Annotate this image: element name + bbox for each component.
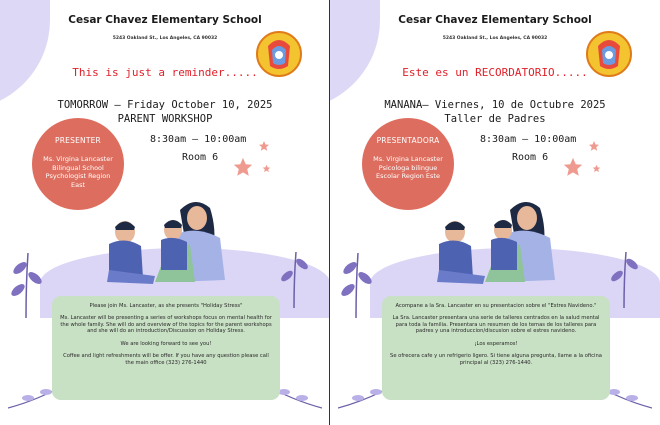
leaf-decoration-icon — [336, 248, 376, 318]
star-icon — [588, 140, 600, 152]
flyer-spanish — [330, 0, 660, 425]
star-icon — [262, 164, 271, 173]
event-time: 8:30am – 10:00am — [150, 134, 247, 145]
info-intro: Acompane a la Sra. Lancaster en su presentacion sobre el "Estres Navideno." — [395, 303, 597, 309]
event-room: Room 6 — [512, 152, 549, 163]
school-address: 5243 Oakland St., Los Angeles, CA 90032 — [112, 36, 218, 41]
star-icon — [258, 140, 270, 152]
presenter-details: Ms. Virgina Lancaster Bilingual School Psychologist Region East — [43, 155, 113, 189]
event-date: MANANA– Viernes, 10 de Octubre 2025 — [384, 99, 606, 111]
school-name: Cesar Chavez Elementary School — [68, 14, 262, 26]
reminder-text: Este es un RECORDATORIO..... — [402, 66, 588, 79]
info-description: Ms. Lancaster will be presenting a series of workshops focus on mental health for the whole family. She will do and overview of the topics for the parent workshops and she will do an introduction/Discussion on Holiday Stress. — [60, 314, 272, 335]
presenter-details: Ms. Virgina Lancaster Psicologa bilingue Escolar Region Este — [373, 155, 443, 180]
info-invite: ¡Los esperamos! — [474, 341, 518, 348]
reminder-text: This is just a reminder..... — [72, 66, 258, 79]
event-title: PARENT WORKSHOP — [117, 113, 213, 125]
leaf-decoration-icon — [606, 248, 646, 308]
presenter-heading: PRESENTADORA — [376, 136, 440, 145]
event-time: 8:30am – 10:00am — [480, 134, 577, 145]
info-invite: We are looking forward to see you! — [120, 341, 212, 348]
presenter-heading: PRESENTER — [55, 136, 101, 145]
family-illustration — [425, 190, 575, 290]
info-contact: Se ofrecera cafe y un refrigerio ligero. Si tiene alguna pregunta, llame a la oficina principal al (323) 276-1440. — [390, 352, 602, 366]
star-icon — [232, 156, 254, 178]
info-box — [382, 296, 610, 400]
event-room: Room 6 — [182, 152, 219, 163]
star-icon — [592, 164, 601, 173]
leaf-decoration-icon — [276, 248, 316, 308]
event-title: Taller de Padres — [444, 113, 546, 125]
family-illustration — [95, 190, 245, 290]
info-description: La Sra. Lancaster presentara una serie de talleres centrados en la salud mental para toda la familia. Presentara un resumen de los temas de los talleres para padres y una introduccion/discusion sobre el estres navideno. — [392, 314, 600, 335]
leaf-decoration-icon — [6, 248, 46, 318]
info-box — [52, 296, 280, 400]
info-intro: Please join Ms. Lancaster, as she presents "Holiday Stress" — [89, 303, 243, 309]
info-contact: Coffee and light refreshments will be offer. If you have any question please call the main office (323) 276-1440 — [63, 352, 269, 366]
event-date: TOMORROW – Friday October 10, 2025 — [57, 99, 273, 111]
school-address: 5243 Oakland St., Los Angeles, CA 90032 — [442, 36, 548, 41]
school-name: Cesar Chavez Elementary School — [398, 14, 592, 26]
star-icon — [562, 156, 584, 178]
